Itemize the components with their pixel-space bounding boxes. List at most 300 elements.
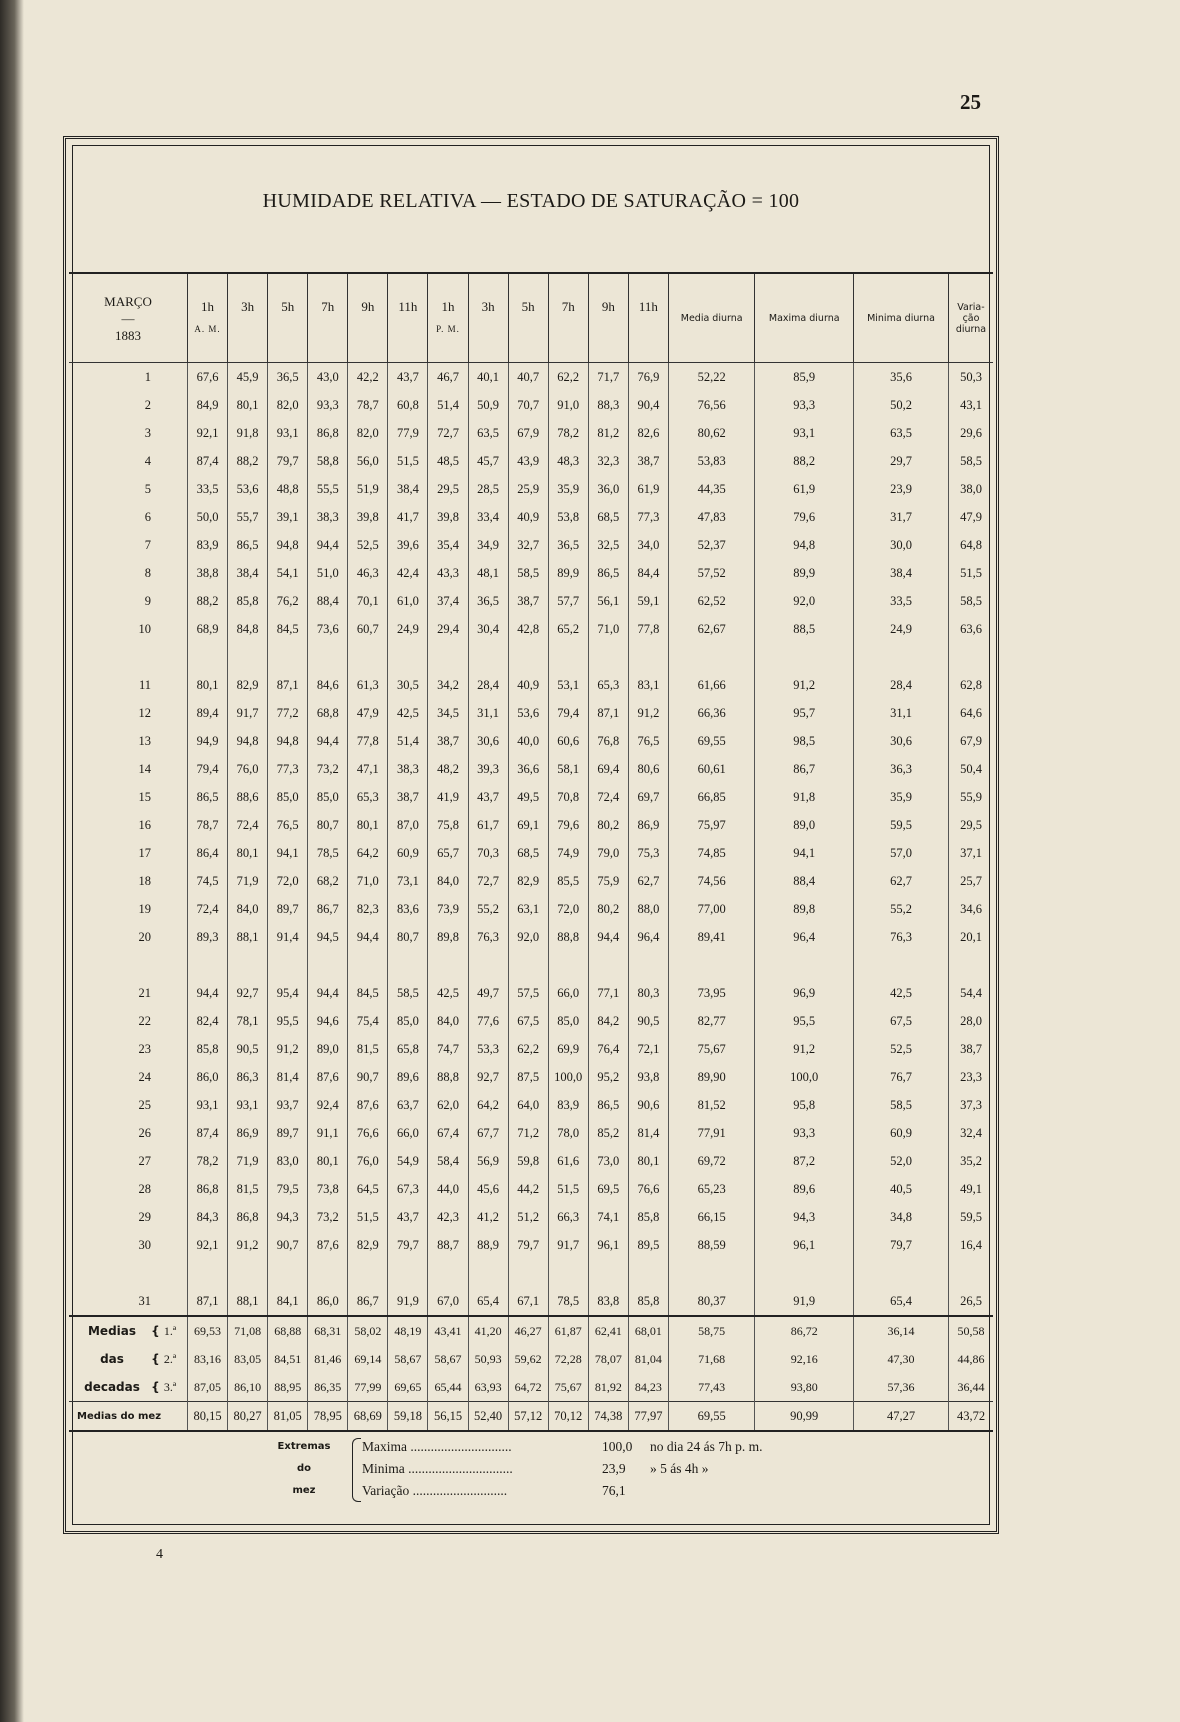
value-cell: 87,6 <box>308 1231 348 1259</box>
value-cell: 69,55 <box>668 727 754 755</box>
value-cell: 61,9 <box>755 475 854 503</box>
value-cell: 72,4 <box>228 811 268 839</box>
decade-value-cell: 75,67 <box>548 1373 588 1402</box>
value-cell: 42,8 <box>508 615 548 643</box>
value-cell: 35,6 <box>854 363 949 392</box>
value-cell: 62,8 <box>949 671 994 699</box>
value-cell: 84,0 <box>428 1007 468 1035</box>
decade-value-cell: 41,20 <box>468 1316 508 1345</box>
value-cell: 49,5 <box>508 783 548 811</box>
value-cell: 91,4 <box>268 923 308 951</box>
value-cell: 62,2 <box>508 1035 548 1063</box>
value-cell: 91,2 <box>628 699 668 727</box>
value-cell: 70,3 <box>468 839 508 867</box>
value-cell: 55,9 <box>949 783 994 811</box>
value-cell: 55,5 <box>308 475 348 503</box>
value-cell: 42,4 <box>388 559 428 587</box>
table-row <box>69 447 993 475</box>
value-cell: 71,2 <box>508 1119 548 1147</box>
value-cell: 82,9 <box>508 867 548 895</box>
decade-value-cell: 44,86 <box>949 1345 994 1373</box>
value-cell: 90,7 <box>268 1231 308 1259</box>
value-cell: 84,9 <box>188 391 228 419</box>
value-cell: 76,56 <box>668 391 754 419</box>
value-cell: 89,8 <box>428 923 468 951</box>
value-cell: 30,6 <box>854 727 949 755</box>
extreme-min-note: » 5 ás 4h » <box>650 1461 709 1476</box>
table-row <box>69 559 993 587</box>
value-cell: 70,8 <box>548 783 588 811</box>
day-cell: 23 <box>138 1041 151 1056</box>
day-cell: 7 <box>144 537 151 552</box>
value-cell: 74,5 <box>188 867 228 895</box>
value-cell: 29,5 <box>428 475 468 503</box>
value-cell: 84,5 <box>348 979 388 1007</box>
value-cell: 43,9 <box>508 447 548 475</box>
value-cell: 70,7 <box>508 391 548 419</box>
table-row <box>69 391 993 419</box>
value-cell: 75,3 <box>628 839 668 867</box>
value-cell: 88,4 <box>308 587 348 615</box>
value-cell: 82,0 <box>268 391 308 419</box>
value-cell: 61,6 <box>548 1147 588 1175</box>
decade-mean-row <box>69 1373 993 1402</box>
value-cell: 51,9 <box>348 475 388 503</box>
value-cell: 72,1 <box>628 1035 668 1063</box>
value-cell: 95,2 <box>588 1063 628 1091</box>
decade-value-cell: 78,07 <box>588 1345 628 1373</box>
month-mean-cell: 69,55 <box>668 1402 754 1432</box>
value-cell: 92,7 <box>468 1063 508 1091</box>
value-cell: 91,7 <box>228 699 268 727</box>
value-cell: 59,5 <box>854 811 949 839</box>
decade-value-cell: 93,80 <box>755 1373 854 1402</box>
table-row <box>69 671 993 699</box>
value-cell: 78,2 <box>188 1147 228 1175</box>
value-cell: 80,7 <box>308 811 348 839</box>
header-maxima: Maxima diurna <box>755 273 854 363</box>
value-cell: 67,9 <box>949 727 994 755</box>
value-cell: 65,7 <box>428 839 468 867</box>
pm-label: P. M. <box>436 324 460 334</box>
header-hour-9: 5h <box>508 273 548 363</box>
value-cell: 38,7 <box>949 1035 994 1063</box>
value-cell: 16,4 <box>949 1231 994 1259</box>
decade-value-cell: 86,35 <box>308 1373 348 1402</box>
value-cell: 80,1 <box>628 1147 668 1175</box>
table-row <box>69 1147 993 1175</box>
value-cell: 66,0 <box>388 1119 428 1147</box>
header-hour-8: 3h <box>468 273 508 363</box>
value-cell: 31,7 <box>854 503 949 531</box>
day-cell: 11 <box>138 677 151 692</box>
decade-value-cell: 81,04 <box>628 1345 668 1373</box>
month-mean-cell: 80,27 <box>228 1402 268 1432</box>
decade-ordinal: 3.ª <box>163 1379 177 1394</box>
value-cell: 76,6 <box>348 1119 388 1147</box>
decade-value-cell: 48,19 <box>388 1316 428 1345</box>
value-cell: 42,5 <box>854 979 949 1007</box>
value-cell: 29,5 <box>949 811 994 839</box>
decade-label-cell: das { 2.ª <box>69 1345 188 1373</box>
value-cell: 87,4 <box>188 1119 228 1147</box>
decade-label: Medias <box>87 1323 137 1338</box>
value-cell: 42,3 <box>428 1203 468 1231</box>
table-row <box>69 363 993 392</box>
value-cell: 36,6 <box>508 755 548 783</box>
decade-value-cell: 43,41 <box>428 1316 468 1345</box>
day-cell: 18 <box>138 873 151 888</box>
value-cell: 86,5 <box>588 559 628 587</box>
decade-value-cell: 72,28 <box>548 1345 588 1373</box>
value-cell: 91,8 <box>755 783 854 811</box>
value-cell: 82,0 <box>348 419 388 447</box>
value-cell: 48,5 <box>428 447 468 475</box>
value-cell: 89,90 <box>668 1063 754 1091</box>
decade-value-cell: 50,93 <box>468 1345 508 1373</box>
value-cell: 67,7 <box>468 1119 508 1147</box>
value-cell: 88,7 <box>428 1231 468 1259</box>
table-row <box>69 1175 993 1203</box>
value-cell: 93,1 <box>268 419 308 447</box>
decade-value-cell: 58,67 <box>428 1345 468 1373</box>
table-row <box>69 727 993 755</box>
value-cell: 62,2 <box>548 363 588 392</box>
value-cell: 91,1 <box>308 1119 348 1147</box>
header-hour-10: 7h <box>548 273 588 363</box>
value-cell: 90,5 <box>628 1007 668 1035</box>
value-cell: 76,5 <box>628 727 668 755</box>
value-cell: 38,3 <box>388 755 428 783</box>
value-cell: 74,85 <box>668 839 754 867</box>
value-cell: 55,7 <box>228 503 268 531</box>
value-cell: 55,2 <box>468 895 508 923</box>
value-cell: 48,8 <box>268 475 308 503</box>
value-cell: 57,52 <box>668 559 754 587</box>
value-cell: 38,0 <box>949 475 994 503</box>
value-cell: 53,1 <box>548 671 588 699</box>
day-cell: 21 <box>138 985 151 1000</box>
value-cell: 91,7 <box>548 1231 588 1259</box>
value-cell: 85,0 <box>268 783 308 811</box>
decade-value-cell: 84,51 <box>268 1345 308 1373</box>
value-cell: 51,4 <box>388 727 428 755</box>
decade-value-cell: 68,01 <box>628 1316 668 1345</box>
value-cell: 32,5 <box>588 531 628 559</box>
value-cell: 60,9 <box>854 1119 949 1147</box>
value-cell: 68,5 <box>508 839 548 867</box>
day-cell: 2 <box>144 397 151 412</box>
value-cell: 43,7 <box>468 783 508 811</box>
value-cell: 56,0 <box>348 447 388 475</box>
value-cell: 78,0 <box>548 1119 588 1147</box>
table-title: HUMIDADE RELATIVA — ESTADO DE SATURAÇÃO = 100 <box>262 190 800 212</box>
value-cell: 25,7 <box>949 867 994 895</box>
decade-value-cell: 47,30 <box>854 1345 949 1373</box>
value-cell: 77,1 <box>588 979 628 1007</box>
value-cell: 51,5 <box>348 1203 388 1231</box>
value-cell: 71,0 <box>588 615 628 643</box>
value-cell: 33,5 <box>188 475 228 503</box>
value-cell: 91,2 <box>268 1035 308 1063</box>
table-row <box>69 895 993 923</box>
value-cell: 41,9 <box>428 783 468 811</box>
value-cell: 92,1 <box>188 1231 228 1259</box>
value-cell: 31,1 <box>854 699 949 727</box>
value-cell: 28,4 <box>854 671 949 699</box>
decade-value-cell: 58,67 <box>388 1345 428 1373</box>
value-cell: 40,9 <box>508 503 548 531</box>
value-cell: 43,0 <box>308 363 348 392</box>
table-row <box>69 475 993 503</box>
day-cell: 22 <box>138 1013 151 1028</box>
value-cell: 85,8 <box>628 1287 668 1316</box>
value-cell: 63,7 <box>388 1091 428 1119</box>
value-cell: 81,4 <box>628 1119 668 1147</box>
value-cell: 84,0 <box>228 895 268 923</box>
extreme-min-row: Minima ............................... 23,9 » 5 ás 4h » <box>362 1458 862 1480</box>
decade-value-cell: 69,14 <box>348 1345 388 1373</box>
value-cell: 57,5 <box>508 979 548 1007</box>
value-cell: 77,8 <box>348 727 388 755</box>
value-cell: 76,0 <box>348 1147 388 1175</box>
header-hour-5: 9h <box>348 273 388 363</box>
value-cell: 38,7 <box>508 587 548 615</box>
value-cell: 59,5 <box>949 1203 994 1231</box>
value-cell: 86,5 <box>228 531 268 559</box>
value-cell: 48,1 <box>468 559 508 587</box>
header-hour-3: 5h <box>268 273 308 363</box>
value-cell: 93,3 <box>755 1119 854 1147</box>
value-cell: 85,5 <box>548 867 588 895</box>
value-cell: 49,1 <box>949 1175 994 1203</box>
table-row <box>69 839 993 867</box>
value-cell: 86,7 <box>348 1287 388 1316</box>
value-cell: 81,2 <box>588 419 628 447</box>
humidity-table <box>69 272 993 1432</box>
value-cell: 53,6 <box>228 475 268 503</box>
decade-mean-row <box>69 1316 993 1345</box>
decade-value-cell: 86,72 <box>755 1316 854 1345</box>
value-cell: 71,7 <box>588 363 628 392</box>
header-media: Media diurna <box>668 273 754 363</box>
value-cell: 35,2 <box>949 1147 994 1175</box>
value-cell: 91,9 <box>388 1287 428 1316</box>
value-cell: 65,3 <box>348 783 388 811</box>
month-mean-cell: 52,40 <box>468 1402 508 1432</box>
value-cell: 93,3 <box>755 391 854 419</box>
value-cell: 69,7 <box>628 783 668 811</box>
value-cell: 77,91 <box>668 1119 754 1147</box>
value-cell: 36,5 <box>468 587 508 615</box>
decade-label: decadas <box>84 1379 140 1394</box>
value-cell: 68,5 <box>588 503 628 531</box>
value-cell: 88,5 <box>755 615 854 643</box>
value-cell: 73,2 <box>308 755 348 783</box>
value-cell: 64,0 <box>508 1091 548 1119</box>
decade-label-cell: Medias { 1.ª <box>69 1316 188 1345</box>
table-row <box>69 923 993 951</box>
value-cell: 86,7 <box>308 895 348 923</box>
month-mean-cell: 57,12 <box>508 1402 548 1432</box>
value-cell: 40,5 <box>854 1175 949 1203</box>
day-cell: 19 <box>138 901 151 916</box>
value-cell: 45,6 <box>468 1175 508 1203</box>
value-cell: 89,3 <box>188 923 228 951</box>
decade-value-cell: 64,72 <box>508 1373 548 1402</box>
value-cell: 78,5 <box>308 839 348 867</box>
value-cell: 61,9 <box>628 475 668 503</box>
page-number: 25 <box>960 90 981 114</box>
value-cell: 53,6 <box>508 699 548 727</box>
decade-value-cell: 77,43 <box>668 1373 754 1402</box>
signature-mark: 4 <box>156 1547 163 1562</box>
decade-label-cell: decadas { 3.ª <box>69 1373 188 1402</box>
value-cell: 58,5 <box>388 979 428 1007</box>
value-cell: 95,7 <box>755 699 854 727</box>
header-month <box>69 273 188 363</box>
value-cell: 65,2 <box>548 615 588 643</box>
value-cell: 37,1 <box>949 839 994 867</box>
value-cell: 39,1 <box>268 503 308 531</box>
decade-mean-row <box>69 1345 993 1373</box>
value-cell: 83,0 <box>268 1147 308 1175</box>
value-cell: 67,9 <box>508 419 548 447</box>
value-cell: 62,52 <box>668 587 754 615</box>
value-cell: 96,9 <box>755 979 854 1007</box>
header-hour-11: 9h <box>588 273 628 363</box>
day-cell: 17 <box>138 845 151 860</box>
decade-value-cell: 83,05 <box>228 1345 268 1373</box>
value-cell: 79,6 <box>755 503 854 531</box>
value-cell: 91,8 <box>228 419 268 447</box>
value-cell: 78,1 <box>228 1007 268 1035</box>
value-cell: 76,5 <box>268 811 308 839</box>
value-cell: 39,6 <box>388 531 428 559</box>
value-cell: 88,1 <box>228 923 268 951</box>
value-cell: 84,8 <box>228 615 268 643</box>
value-cell: 58,5 <box>508 559 548 587</box>
value-cell: 47,9 <box>949 503 994 531</box>
value-cell: 86,8 <box>228 1203 268 1231</box>
header-row <box>69 273 993 363</box>
value-cell: 67,5 <box>854 1007 949 1035</box>
value-cell: 91,9 <box>755 1287 854 1316</box>
day-cell: 13 <box>138 733 151 748</box>
month-mean-cell: 90,99 <box>755 1402 854 1432</box>
value-cell: 62,67 <box>668 615 754 643</box>
value-cell: 58,1 <box>548 755 588 783</box>
value-cell: 86,8 <box>308 419 348 447</box>
value-cell: 40,1 <box>468 363 508 392</box>
value-cell: 78,7 <box>188 811 228 839</box>
value-cell: 53,83 <box>668 447 754 475</box>
value-cell: 87,4 <box>188 447 228 475</box>
value-cell: 76,0 <box>228 755 268 783</box>
value-cell: 33,4 <box>468 503 508 531</box>
table-row <box>69 1091 993 1119</box>
value-cell: 76,3 <box>854 923 949 951</box>
value-cell: 75,97 <box>668 811 754 839</box>
value-cell: 23,3 <box>949 1063 994 1091</box>
value-cell: 28,5 <box>468 475 508 503</box>
value-cell: 60,6 <box>548 727 588 755</box>
value-cell: 73,95 <box>668 979 754 1007</box>
value-cell: 52,0 <box>854 1147 949 1175</box>
value-cell: 94,9 <box>188 727 228 755</box>
value-cell: 87,5 <box>508 1063 548 1091</box>
value-cell: 85,9 <box>755 363 854 392</box>
value-cell: 56,1 <box>588 587 628 615</box>
value-cell: 68,8 <box>308 699 348 727</box>
value-cell: 67,6 <box>188 363 228 392</box>
value-cell: 60,61 <box>668 755 754 783</box>
header-hour-7: 1h P. M. <box>428 273 468 363</box>
value-cell: 82,9 <box>348 1231 388 1259</box>
value-cell: 88,59 <box>668 1231 754 1259</box>
value-cell: 96,1 <box>755 1231 854 1259</box>
value-cell: 39,8 <box>348 503 388 531</box>
value-cell: 60,9 <box>388 839 428 867</box>
value-cell: 53,8 <box>548 503 588 531</box>
value-cell: 73,0 <box>588 1147 628 1175</box>
value-cell: 76,7 <box>854 1063 949 1091</box>
value-cell: 95,5 <box>755 1007 854 1035</box>
value-cell: 38,7 <box>388 783 428 811</box>
value-cell: 88,2 <box>228 447 268 475</box>
value-cell: 48,3 <box>548 447 588 475</box>
value-cell: 95,5 <box>268 1007 308 1035</box>
value-cell: 88,4 <box>755 867 854 895</box>
value-cell: 74,1 <box>588 1203 628 1231</box>
value-cell: 89,9 <box>755 559 854 587</box>
header-hour-4: 7h <box>308 273 348 363</box>
value-cell: 64,8 <box>949 531 994 559</box>
value-cell: 86,9 <box>628 811 668 839</box>
value-cell: 64,2 <box>468 1091 508 1119</box>
value-cell: 67,1 <box>508 1287 548 1316</box>
value-cell: 23,9 <box>854 475 949 503</box>
value-cell: 80,1 <box>228 839 268 867</box>
value-cell: 67,4 <box>428 1119 468 1147</box>
value-cell: 70,1 <box>348 587 388 615</box>
decade-value-cell: 61,87 <box>548 1316 588 1345</box>
value-cell: 89,41 <box>668 923 754 951</box>
value-cell: 88,2 <box>188 587 228 615</box>
day-cell: 29 <box>138 1209 151 1224</box>
value-cell: 85,8 <box>188 1035 228 1063</box>
value-cell: 38,8 <box>188 559 228 587</box>
value-cell: 39,3 <box>468 755 508 783</box>
value-cell: 43,3 <box>428 559 468 587</box>
value-cell: 74,7 <box>428 1035 468 1063</box>
value-cell: 44,35 <box>668 475 754 503</box>
month-dash: — <box>121 310 135 326</box>
value-cell: 66,36 <box>668 699 754 727</box>
value-cell: 79,4 <box>188 755 228 783</box>
value-cell: 89,5 <box>628 1231 668 1259</box>
value-cell: 84,0 <box>428 867 468 895</box>
decade-value-cell: 62,41 <box>588 1316 628 1345</box>
value-cell: 88,3 <box>588 391 628 419</box>
value-cell: 61,0 <box>388 587 428 615</box>
day-cell: 20 <box>138 929 151 944</box>
value-cell: 29,6 <box>949 419 994 447</box>
table-row <box>69 531 993 559</box>
value-cell: 41,7 <box>388 503 428 531</box>
value-cell: 32,4 <box>949 1119 994 1147</box>
decade-gap <box>69 951 993 979</box>
